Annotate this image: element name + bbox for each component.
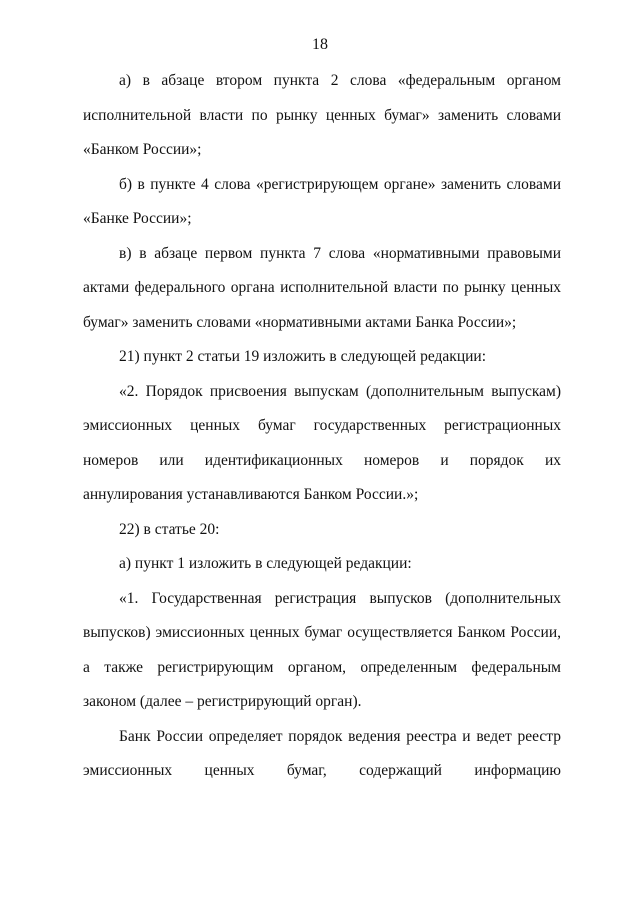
page-number: 18 (312, 36, 328, 53)
paragraph-2a: а) в абзаце втором пункта 2 слова «федеральным органом исполнительной власти по рынку ценных бумаг» заменить словами «Банком России»; (83, 72, 561, 158)
paragraph-21: 21) пункт 2 статьи 19 изложить в следующей редакции: (119, 348, 487, 365)
paragraph-bank-registry: Банк России определяет порядок ведения реестра и ведет реестр эмиссионных ценных бумаг, содержащий информацию (83, 727, 561, 779)
paragraph-2c: в) в абзаце первом пункта 7 слова «нормативными правовыми актами федерального органа исполнительной власти по рынку ценных бумаг» заменить словами «нормативными актами Банка России»; (83, 244, 561, 331)
paragraph-21-quote: «2. Порядок присвоения выпускам (дополнительным выпускам) эмиссионных ценных бумаг государственных регистрационных номеров или идентификационных номеров и порядок их аннулирования устанавливаются Банком России.»; (83, 382, 561, 503)
paragraph-2b: б) в пункте 4 слова «регистрирующем органе» заменить словами «Банке России»; (83, 175, 561, 227)
paragraph-22a-quote: «1. Государственная регистрация выпусков (дополнительных выпусков) эмиссионных ценных бумаг осуществляется Банком России, а также регистрирующим органом, определенным федеральным законом (далее – регистрирующий орган). (83, 589, 561, 710)
paragraph-22a: а) пункт 1 изложить в следующей редакции: (119, 555, 412, 572)
paragraph-22: 22) в статье 20: (119, 520, 220, 538)
document-body (83, 64, 561, 789)
